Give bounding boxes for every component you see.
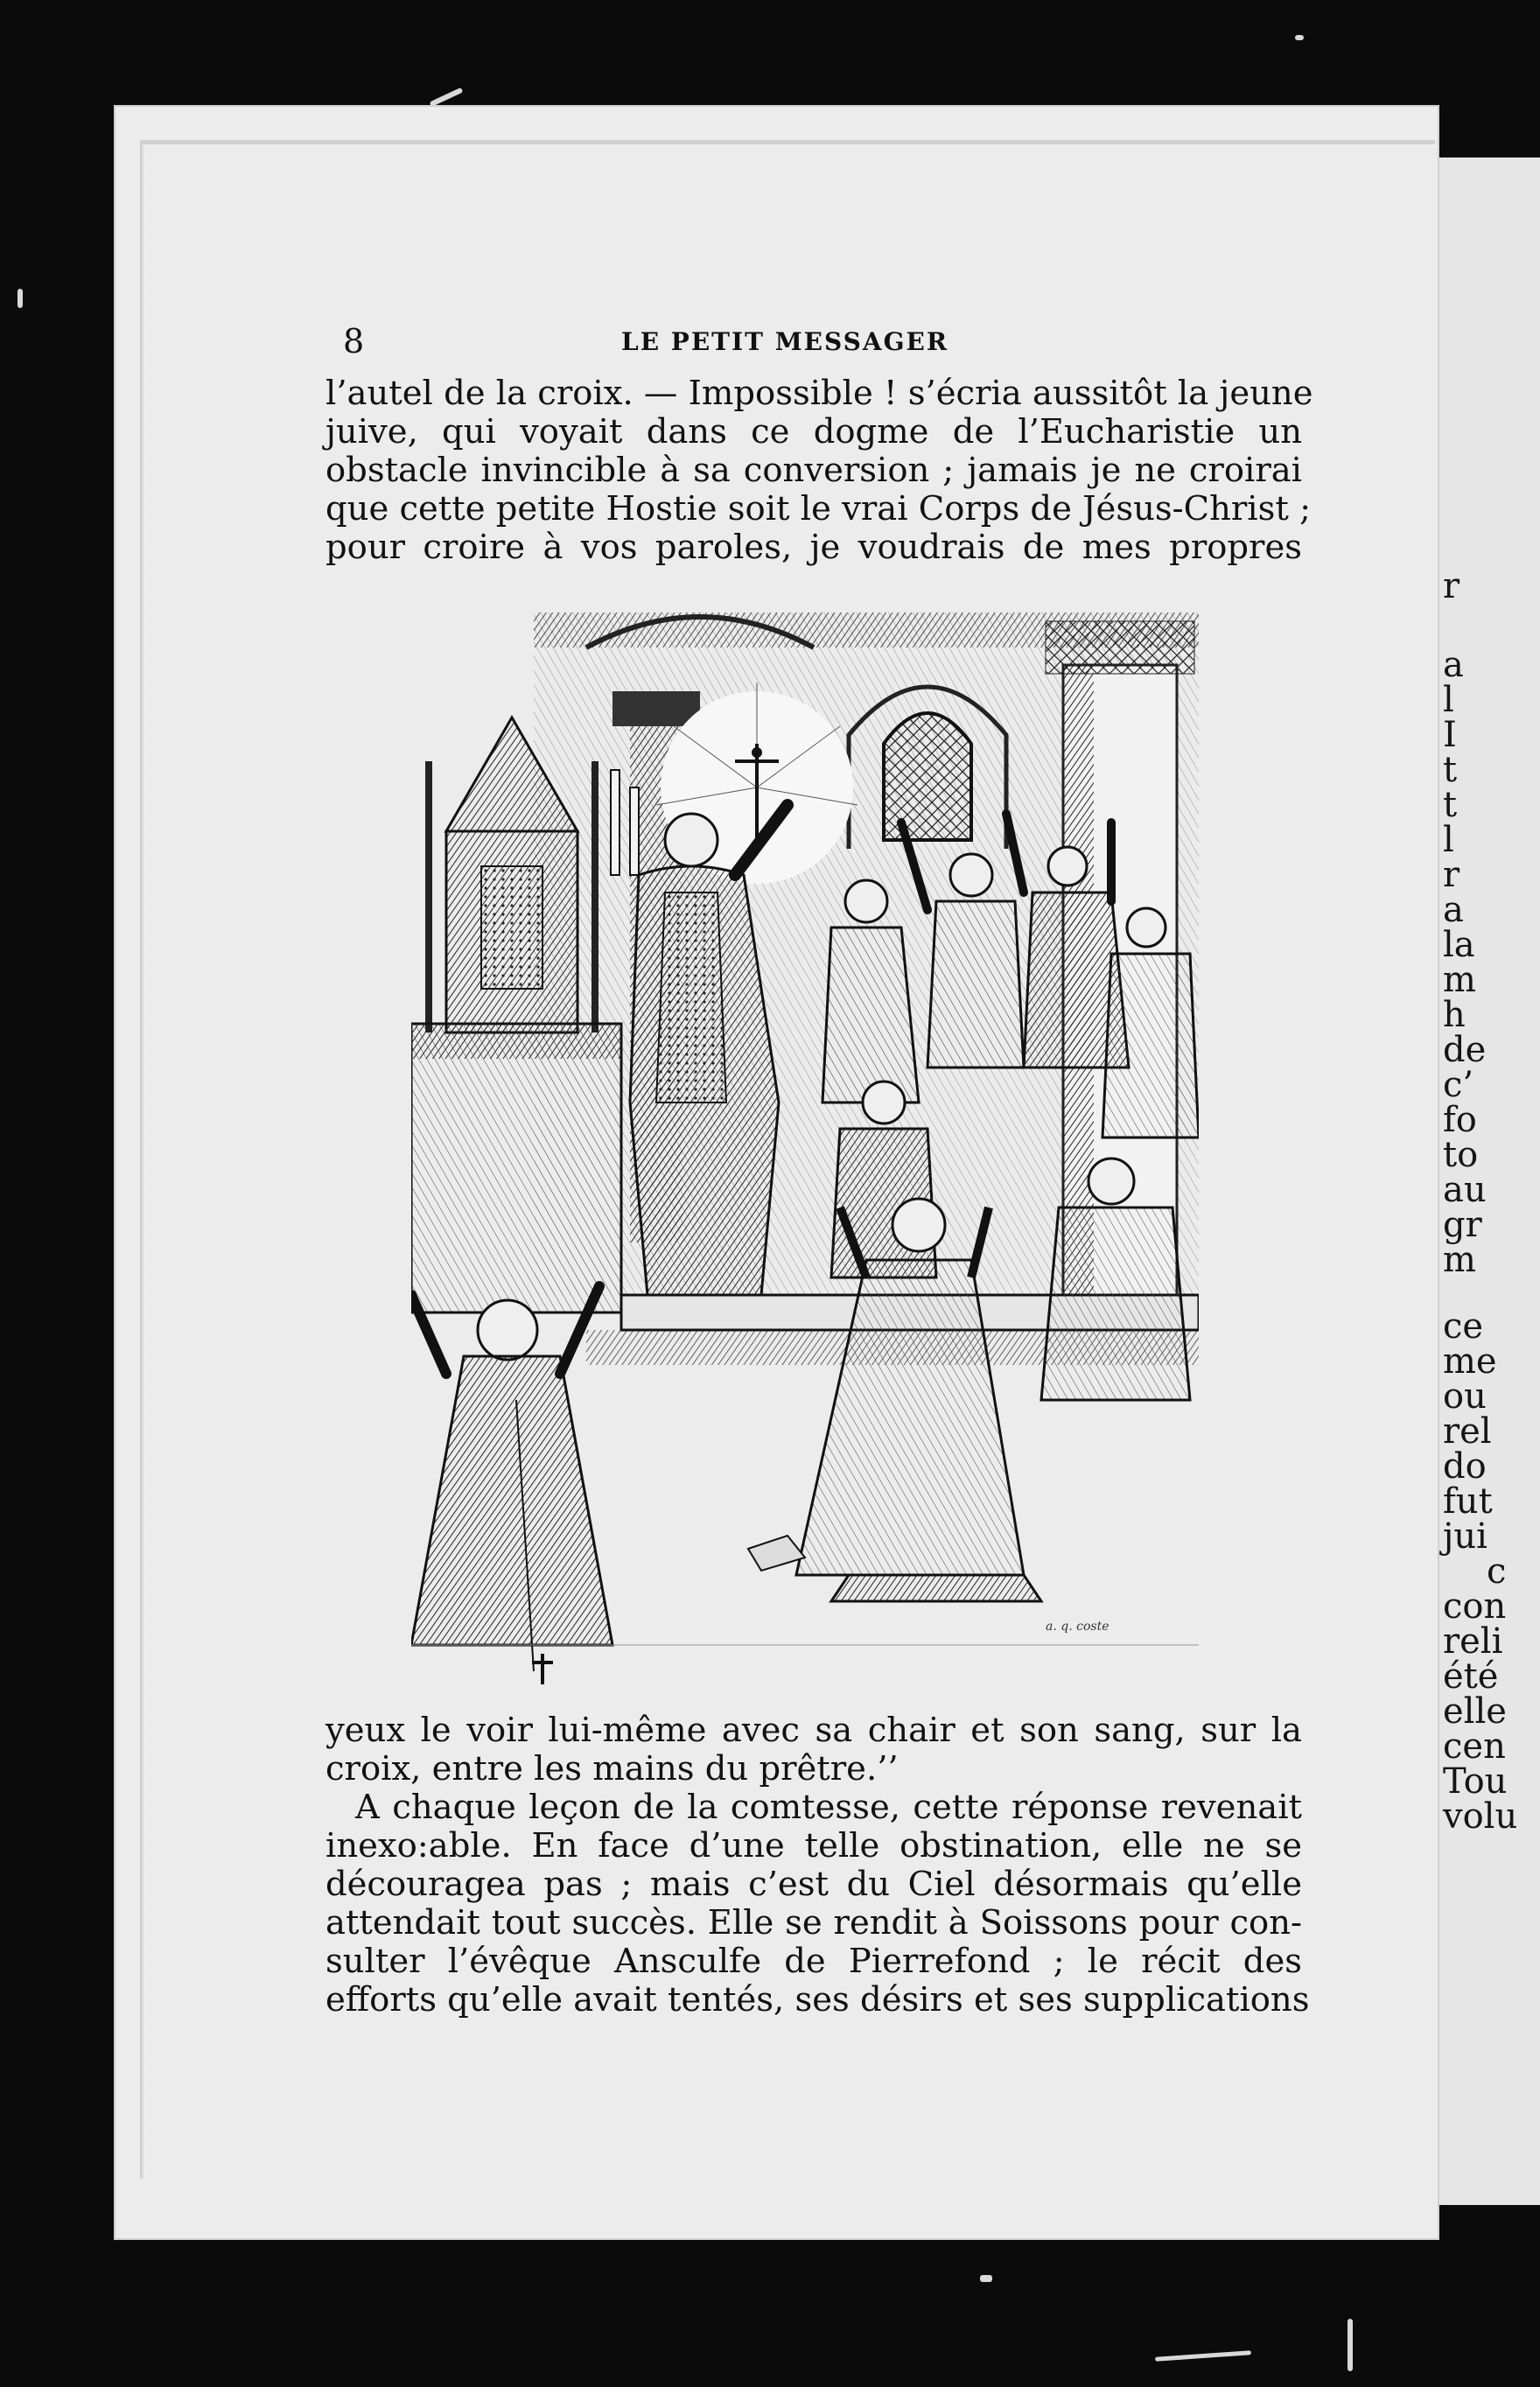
adjacent-page-fragment: me (1443, 1341, 1497, 1382)
adjacent-page-fragment: l (1443, 820, 1454, 860)
adjacent-page-fragment: I (1443, 715, 1457, 755)
adjacent-page-fragment: été (1443, 1656, 1499, 1697)
page-edge (140, 140, 1435, 144)
text-line: attendait tout succès. Elle se rendit à Soissons pour con- (326, 1903, 1302, 1942)
text-line: yeux le voir lui-même avec sa chair et son sang, sur la (326, 1711, 1302, 1750)
scan-speck (18, 289, 23, 308)
scan-speck (1295, 35, 1304, 40)
adjacent-page-fragment: ce (1443, 1306, 1484, 1347)
adjacent-page-fragment: c (1487, 1551, 1507, 1592)
adjacent-page-fragment: do (1443, 1446, 1487, 1487)
text-line: croix, entre les mains du prêtre.’’ (326, 1749, 899, 1788)
adjacent-page-fragment: m (1443, 960, 1476, 1000)
adjacent-page-fragment: fut (1443, 1481, 1493, 1522)
text-line: juive, qui voyait dans ce dogme de l’Eucharistie un (326, 412, 1302, 452)
adjacent-page-fragment: Tou (1443, 1761, 1508, 1802)
text-line: découragea pas ; mais c’est du Ciel désormais qu’elle (326, 1865, 1302, 1904)
adjacent-page-fragment: volu (1443, 1796, 1518, 1837)
scan-speck (1155, 2350, 1251, 2362)
text-line: inexo:able. En face d’une telle obstination, elle ne se (326, 1826, 1302, 1866)
scan-speck (430, 88, 464, 107)
running-head (343, 322, 1306, 366)
adjacent-page-fragment: reli (1443, 1621, 1503, 1662)
adjacent-page-fragment: m (1443, 1240, 1476, 1280)
adjacent-page-fragment: fo (1443, 1100, 1477, 1140)
illustration-signature: a. q. coste (1046, 1620, 1110, 1634)
text-line: obstacle invincible à sa conversion ; jamais je ne croirai (326, 451, 1302, 490)
scan-speck (1348, 2319, 1353, 2371)
text-block-top (326, 374, 1313, 567)
text-line: que cette petite Hostie soit le vrai Corps de Jésus-Christ ; (326, 489, 1312, 528)
scan-speck (980, 2275, 992, 2282)
page-edge (140, 140, 145, 2179)
adjacent-page-fragment: t (1443, 750, 1458, 790)
adjacent-page-fragment: au (1443, 1170, 1487, 1210)
adjacent-page-fragment: de (1443, 1030, 1487, 1070)
mass-scene-engraving (411, 612, 1199, 1689)
adjacent-page-fragment: a (1443, 645, 1464, 685)
adjacent-page-fragment: rel (1443, 1411, 1492, 1452)
adjacent-page-fragment: l (1443, 680, 1454, 720)
text-line: efforts qu’elle avait tentés, ses désirs et ses supplications (326, 1980, 1310, 2020)
adjacent-page-fragment: h (1443, 995, 1466, 1035)
text-line: sulter l’évêque Ansculfe de Pierrefond ; le récit des (326, 1942, 1302, 1981)
text-line: l’autel de la croix. — Impossible ! s’écria aussitôt la jeune (326, 374, 1313, 413)
page-number: 8 (343, 322, 365, 360)
text-line: pour croire à vos paroles, je voudrais de mes propres (326, 528, 1302, 567)
engraving-illustration (411, 612, 1199, 1689)
text-line: A chaque leçon de la comtesse, cette réponse revenait (355, 1788, 1302, 1827)
running-head-title: LE PETIT MESSAGER (621, 327, 949, 356)
adjacent-page-fragment: elle (1443, 1691, 1507, 1732)
adjacent-page-fragment: ou (1443, 1376, 1487, 1417)
adjacent-page-fragment: la (1443, 925, 1475, 965)
adjacent-page-fragment: r (1443, 566, 1460, 606)
adjacent-page-fragment: r (1443, 855, 1460, 895)
adjacent-page-fragment: con (1443, 1586, 1507, 1627)
adjacent-page-fragment: t (1443, 785, 1458, 825)
text-block-bottom (326, 1711, 1310, 2020)
adjacent-page (1422, 158, 1540, 2205)
adjacent-page-fragment: jui (1443, 1516, 1488, 1557)
adjacent-page-fragment: cen (1443, 1726, 1506, 1767)
adjacent-page-fragment: a (1443, 890, 1464, 930)
adjacent-page-fragment: to (1443, 1135, 1479, 1175)
adjacent-page-fragment: gr (1443, 1205, 1482, 1245)
adjacent-page-fragment: c’ (1443, 1065, 1474, 1105)
